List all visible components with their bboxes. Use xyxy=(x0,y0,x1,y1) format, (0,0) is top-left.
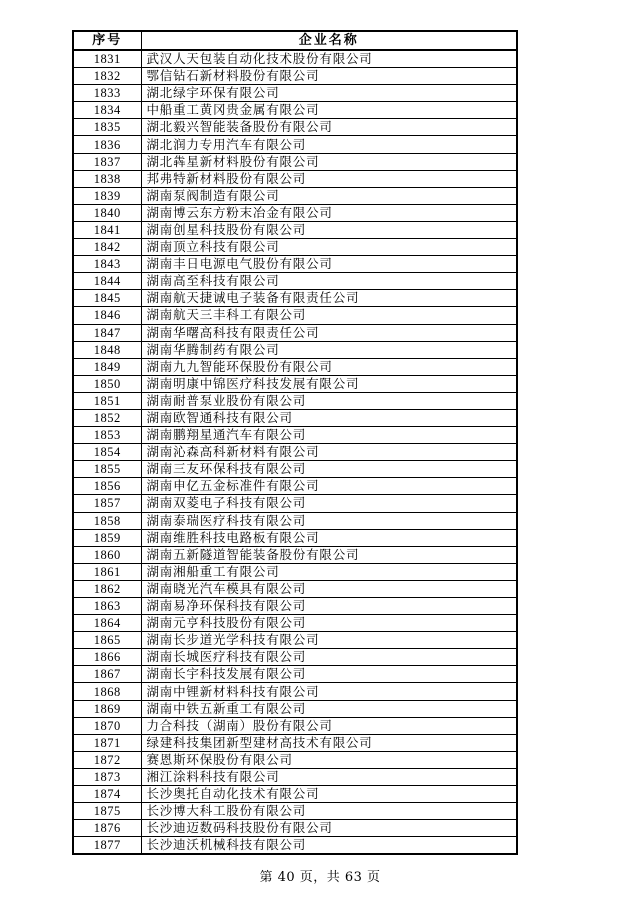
header-cell-company-name: 企业名称 xyxy=(141,31,517,50)
company-name-cell: 湖南华曙高科技有限责任公司 xyxy=(141,324,517,341)
serial-number-cell: 1848 xyxy=(73,341,141,358)
table-row xyxy=(73,136,517,153)
table-row xyxy=(73,683,517,700)
table-row xyxy=(73,290,517,307)
serial-number-cell: 1851 xyxy=(73,392,141,409)
serial-number-cell: 1852 xyxy=(73,409,141,426)
serial-number-cell: 1853 xyxy=(73,427,141,444)
table-row xyxy=(73,546,517,563)
serial-number-cell: 1832 xyxy=(73,68,141,85)
serial-number-cell: 1863 xyxy=(73,598,141,615)
table-row xyxy=(73,153,517,170)
serial-number-cell: 1854 xyxy=(73,444,141,461)
serial-number-cell: 1857 xyxy=(73,495,141,512)
company-name-cell: 湖南五新隧道智能装备股份有限公司 xyxy=(141,546,517,563)
company-name-cell: 长沙迪沃机械科技有限公司 xyxy=(141,837,517,855)
table-row xyxy=(73,273,517,290)
company-name-cell: 湖南中铁五新重工有限公司 xyxy=(141,700,517,717)
company-name-cell: 湖南双菱电子科技有限公司 xyxy=(141,495,517,512)
serial-number-cell: 1873 xyxy=(73,768,141,785)
serial-number-cell: 1865 xyxy=(73,632,141,649)
table-row xyxy=(73,324,517,341)
table-row xyxy=(73,239,517,256)
table-row xyxy=(73,68,517,85)
company-name-cell: 武汉人天包装自动化技术股份有限公司 xyxy=(141,50,517,68)
serial-number-cell: 1846 xyxy=(73,307,141,324)
table-row xyxy=(73,529,517,546)
company-name-cell: 湖南长城医疗科技有限公司 xyxy=(141,649,517,666)
company-name-cell: 湖南航天捷诚电子装备有限责任公司 xyxy=(141,290,517,307)
company-name-cell: 湖南维胜科技电路板有限公司 xyxy=(141,529,517,546)
serial-number-cell: 1840 xyxy=(73,204,141,221)
company-name-cell: 湖南耐普泵业股份有限公司 xyxy=(141,392,517,409)
serial-number-cell: 1849 xyxy=(73,358,141,375)
serial-number-cell: 1869 xyxy=(73,700,141,717)
company-name-cell: 湖南顶立科技有限公司 xyxy=(141,239,517,256)
company-name-cell: 湖南博云东方粉末冶金有限公司 xyxy=(141,204,517,221)
table-row xyxy=(73,803,517,820)
table-row xyxy=(73,751,517,768)
page-number-footer: 第 40 页，共 63 页 xyxy=(259,870,381,885)
table-row xyxy=(73,512,517,529)
table-row xyxy=(73,187,517,204)
serial-number-cell: 1847 xyxy=(73,324,141,341)
table-row xyxy=(73,85,517,102)
serial-number-cell: 1875 xyxy=(73,803,141,820)
serial-number-cell: 1833 xyxy=(73,85,141,102)
serial-number-cell: 1874 xyxy=(73,786,141,803)
table-row xyxy=(73,102,517,119)
table-row xyxy=(73,632,517,649)
serial-number-cell: 1844 xyxy=(73,273,141,290)
table-row xyxy=(73,444,517,461)
company-name-cell: 湖南易净环保科技有限公司 xyxy=(141,598,517,615)
serial-number-cell: 1862 xyxy=(73,580,141,597)
table-row xyxy=(73,768,517,785)
company-name-cell: 湖南泵阀制造有限公司 xyxy=(141,187,517,204)
serial-number-cell: 1860 xyxy=(73,546,141,563)
serial-number-cell: 1859 xyxy=(73,529,141,546)
serial-number-cell: 1831 xyxy=(73,50,141,68)
serial-number-cell: 1837 xyxy=(73,153,141,170)
table-row xyxy=(73,649,517,666)
table-row xyxy=(73,341,517,358)
table-row xyxy=(73,461,517,478)
company-name-cell: 中船重工黄冈贵金属有限公司 xyxy=(141,102,517,119)
serial-number-cell: 1835 xyxy=(73,119,141,136)
serial-number-cell: 1868 xyxy=(73,683,141,700)
company-table-body xyxy=(73,50,517,854)
company-name-cell: 湖南湘船重工有限公司 xyxy=(141,563,517,580)
serial-number-cell: 1838 xyxy=(73,170,141,187)
table-row xyxy=(73,580,517,597)
serial-number-cell: 1845 xyxy=(73,290,141,307)
company-name-cell: 湖南沁森高科新材料有限公司 xyxy=(141,444,517,461)
serial-number-cell: 1864 xyxy=(73,615,141,632)
table-row xyxy=(73,375,517,392)
company-name-cell: 湖南创星科技股份有限公司 xyxy=(141,221,517,238)
company-name-cell: 长沙博大科工股份有限公司 xyxy=(141,803,517,820)
company-name-cell: 湖南中锂新材料科技有限公司 xyxy=(141,683,517,700)
serial-number-cell: 1871 xyxy=(73,734,141,751)
serial-number-cell: 1858 xyxy=(73,512,141,529)
table-row xyxy=(73,786,517,803)
company-name-cell: 湖北犇星新材料股份有限公司 xyxy=(141,153,517,170)
company-name-cell: 邦弗特新材料股份有限公司 xyxy=(141,170,517,187)
company-name-cell: 湖南丰日电源电气股份有限公司 xyxy=(141,256,517,273)
table-row xyxy=(73,170,517,187)
table-row xyxy=(73,563,517,580)
company-name-cell: 湖南华腾制药有限公司 xyxy=(141,341,517,358)
table-row xyxy=(73,392,517,409)
table-row xyxy=(73,478,517,495)
company-name-cell: 湖南元亨科技股份有限公司 xyxy=(141,615,517,632)
serial-number-cell: 1867 xyxy=(73,666,141,683)
serial-number-cell: 1841 xyxy=(73,221,141,238)
table-row xyxy=(73,204,517,221)
table-row xyxy=(73,837,517,855)
serial-number-cell: 1850 xyxy=(73,375,141,392)
company-name-cell: 湖北润力专用汽车有限公司 xyxy=(141,136,517,153)
company-name-cell: 湘江涂料科技有限公司 xyxy=(141,768,517,785)
company-name-cell: 湖北毅兴智能装备股份有限公司 xyxy=(141,119,517,136)
company-name-cell: 湖南晓光汽车模具有限公司 xyxy=(141,580,517,597)
serial-number-cell: 1876 xyxy=(73,820,141,837)
table-row xyxy=(73,615,517,632)
serial-number-cell: 1855 xyxy=(73,461,141,478)
company-name-cell: 赛恩斯环保股份有限公司 xyxy=(141,751,517,768)
company-name-cell: 长沙奥托自动化技术有限公司 xyxy=(141,786,517,803)
serial-number-cell: 1866 xyxy=(73,649,141,666)
serial-number-cell: 1842 xyxy=(73,239,141,256)
table-row xyxy=(73,820,517,837)
company-name-cell: 湖南高至科技有限公司 xyxy=(141,273,517,290)
table-header-row xyxy=(73,31,517,50)
company-name-cell: 湖南明康中锦医疗科技发展有限公司 xyxy=(141,375,517,392)
company-name-cell: 湖南航天三丰科工有限公司 xyxy=(141,307,517,324)
company-name-cell: 绿建科技集团新型建材高技术有限公司 xyxy=(141,734,517,751)
table-row xyxy=(73,427,517,444)
serial-number-cell: 1836 xyxy=(73,136,141,153)
table-row xyxy=(73,734,517,751)
company-name-cell: 湖南泰瑞医疗科技有限公司 xyxy=(141,512,517,529)
company-name-cell: 长沙迪迈数码科技股份有限公司 xyxy=(141,820,517,837)
serial-number-cell: 1861 xyxy=(73,563,141,580)
company-name-cell: 湖南九九智能环保股份有限公司 xyxy=(141,358,517,375)
table-row xyxy=(73,358,517,375)
company-name-cell: 湖北绿宇环保有限公司 xyxy=(141,85,517,102)
serial-number-cell: 1839 xyxy=(73,187,141,204)
table-row xyxy=(73,598,517,615)
table-row xyxy=(73,717,517,734)
table-row xyxy=(73,666,517,683)
company-table xyxy=(72,30,518,855)
serial-number-cell: 1877 xyxy=(73,837,141,855)
serial-number-cell: 1870 xyxy=(73,717,141,734)
serial-number-cell: 1872 xyxy=(73,751,141,768)
header-cell-serial-number: 序号 xyxy=(73,31,141,50)
company-name-cell: 湖南长宇科技发展有限公司 xyxy=(141,666,517,683)
serial-number-cell: 1843 xyxy=(73,256,141,273)
company-name-cell: 湖南三友环保科技有限公司 xyxy=(141,461,517,478)
company-name-cell: 湖南长步道光学科技有限公司 xyxy=(141,632,517,649)
table-row xyxy=(73,307,517,324)
serial-number-cell: 1834 xyxy=(73,102,141,119)
serial-number-cell: 1856 xyxy=(73,478,141,495)
company-name-cell: 湖南申亿五金标准件有限公司 xyxy=(141,478,517,495)
table-row xyxy=(73,221,517,238)
table-row xyxy=(73,495,517,512)
table-row xyxy=(73,256,517,273)
company-name-cell: 力合科技（湖南）股份有限公司 xyxy=(141,717,517,734)
table-row xyxy=(73,409,517,426)
company-name-cell: 湖南鹏翔星通汽车有限公司 xyxy=(141,427,517,444)
table-row xyxy=(73,50,517,68)
company-name-cell: 鄂信钻石新材料股份有限公司 xyxy=(141,68,517,85)
table-row xyxy=(73,700,517,717)
table-row xyxy=(73,119,517,136)
company-name-cell: 湖南欧智通科技有限公司 xyxy=(141,409,517,426)
